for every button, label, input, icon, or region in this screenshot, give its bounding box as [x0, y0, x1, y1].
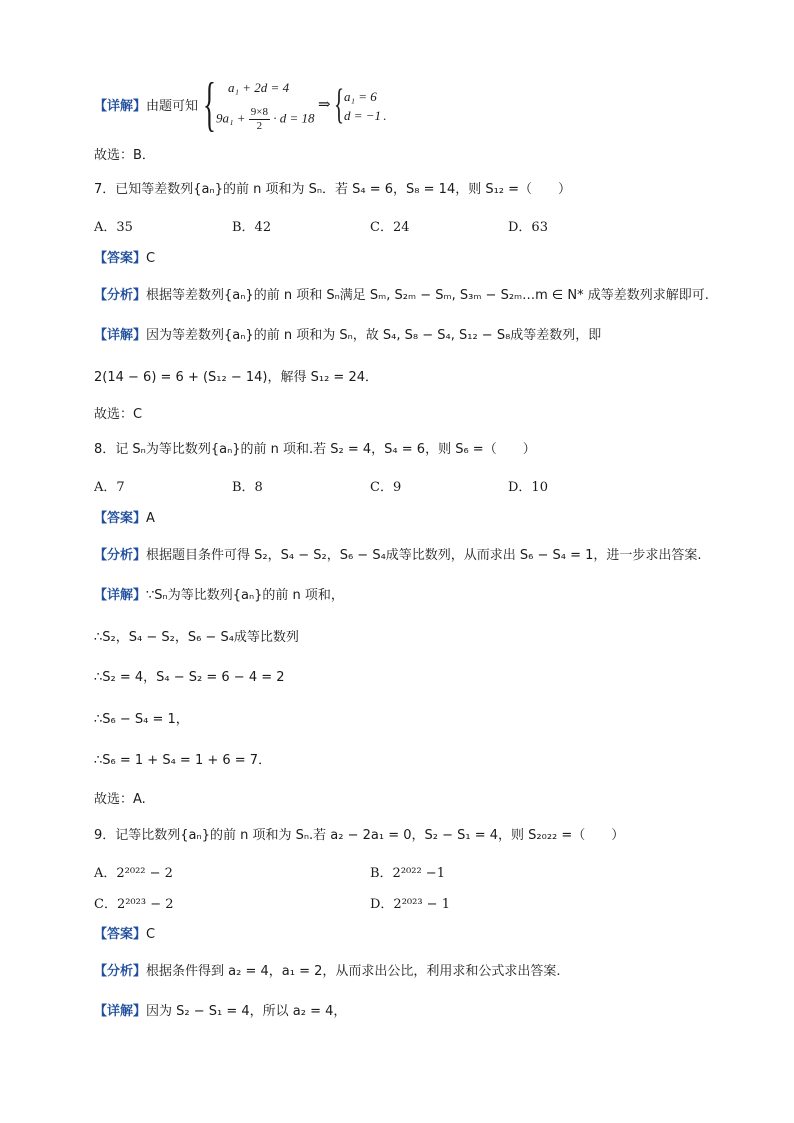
system-line-2 — [216, 106, 315, 133]
q9-option-c: C．2²⁰²³ − 2 — [94, 897, 174, 912]
q9-stem: 9．记等比数列{aₙ}的前 n 项和为 Sₙ.若 a₂ − 2a₁ = 0，S₂ − S₁ = 4，则 S₂₀₂₂ =（ ） — [94, 828, 625, 843]
q9-analysis-tag: 【分析】 — [94, 964, 147, 979]
q7-answer-value: C — [146, 251, 156, 266]
fraction-numerator: 9×8 — [250, 106, 269, 118]
q9-answer — [94, 925, 155, 945]
result-brace: { — [334, 82, 345, 128]
q8-detail-4: ∴S₆ − S₄ = 1， — [94, 712, 189, 727]
q8-detail-1 — [94, 586, 344, 606]
q8-option-b: B．8 — [232, 480, 263, 495]
q7-analysis — [94, 286, 709, 306]
q7-choice: 故选：C — [94, 407, 143, 422]
result-line-2: d = −1 — [344, 108, 382, 123]
q8-detail-text-1: ∵Sₙ为等比数列{aₙ}的前 n 项和， — [146, 588, 344, 603]
q8-answer-tag: 【答案】 — [94, 511, 147, 526]
q8-choice: 故选：A. — [94, 792, 146, 807]
q8-option-c: C．9 — [370, 480, 402, 495]
q7-stem: 7．已知等差数列{aₙ}的前 n 项和为 Sₙ．若 S₄ = 6，S₈ = 14，则 S₁₂ =（ ） — [94, 182, 572, 197]
q7-option-a: A．35 — [94, 220, 133, 235]
q7-option-c: C．24 — [370, 220, 410, 235]
q8-detail-2: ∴S₂，S₄ − S₂，S₆ − S₄成等比数列 — [94, 630, 299, 645]
result-line-1: a₁ = 6 — [344, 89, 377, 104]
q7-option-b: B．42 — [232, 220, 272, 235]
system-line-2b: · d = 18 — [273, 110, 315, 126]
left-brace: { — [203, 71, 216, 137]
fraction — [249, 106, 270, 133]
q8-analysis-text: 根据题目条件可得 S₂，S₄ − S₂，S₆ − S₄成等比数列，从而求出 S₆ − S₄ = 1，进一步求出答案. — [146, 548, 702, 563]
q9-answer-value: C — [146, 927, 156, 942]
q8-answer — [94, 509, 155, 529]
detail-tag: 【详解】 — [94, 99, 147, 114]
top-choice: 故选：B． — [94, 148, 155, 163]
fraction-denominator: 2 — [256, 120, 263, 132]
q8-analysis — [94, 546, 702, 566]
q9-analysis — [94, 962, 561, 982]
q8-analysis-tag: 【分析】 — [94, 548, 147, 563]
q8-option-d: D．10 — [508, 480, 548, 495]
q7-detail-text-1: 因为等差数列{aₙ}的前 n 项和为 Sₙ，故 S₄, S₈ − S₄, S₁₂ − S₈成等差数列，即 — [146, 328, 602, 343]
q9-analysis-text: 根据条件得到 a₂ = 4，a₁ = 2，从而求出公比，利用求和公式求出答案. — [146, 964, 561, 979]
detail-prefix: 由题可知 — [146, 99, 199, 114]
q7-analysis-tag: 【分析】 — [94, 288, 147, 303]
system-line-2a: 9a₁ + — [216, 110, 246, 126]
q9-answer-tag: 【答案】 — [94, 927, 147, 942]
q8-stem: 8．记 Sₙ为等比数列{aₙ}的前 n 项和.若 S₂ = 4，S₄ = 6，则 S₆ =（ ） — [94, 442, 536, 457]
q9-option-a: A．2²⁰²² − 2 — [94, 866, 173, 881]
q8-option-a: A．7 — [94, 480, 125, 495]
q8-detail-3: ∴S₂ = 4，S₄ − S₂ = 6 − 4 = 2 — [94, 670, 285, 685]
q7-detail-tag: 【详解】 — [94, 328, 147, 343]
q8-detail-5: ∴S₆ = 1 + S₄ = 1 + 6 = 7． — [94, 753, 272, 768]
top-detail-line — [94, 97, 198, 117]
system-line-1: a₁ + 2d = 4 — [228, 80, 290, 95]
q9-detail-tag: 【详解】 — [94, 1004, 147, 1019]
q8-answer-value: A — [146, 511, 155, 526]
implies-arrow: ⇒ — [318, 97, 331, 113]
q7-detail-1 — [94, 326, 601, 346]
end-period: . — [383, 108, 387, 123]
q9-detail-1 — [94, 1002, 346, 1022]
q9-option-d: D．2²⁰²³ − 1 — [370, 897, 450, 912]
q9-detail-text-1: 因为 S₂ − S₁ = 4，所以 a₂ = 4， — [146, 1004, 347, 1019]
q7-answer-tag: 【答案】 — [94, 251, 147, 266]
q7-answer — [94, 249, 155, 269]
q7-detail-2: 2(14 − 6) = 6 + (S₁₂ − 14)，解得 S₁₂ = 24． — [94, 370, 378, 385]
q7-option-d: D．63 — [508, 220, 548, 235]
q8-detail-tag: 【详解】 — [94, 588, 147, 603]
q7-analysis-text: 根据等差数列{aₙ}的前 n 项和 Sₙ满足 Sₘ, S₂ₘ − Sₘ, S₃ₘ − S₂ₘ…m ∈ N* 成等差数列求解即可. — [146, 288, 709, 303]
q9-option-b: B．2²⁰²² −1 — [370, 866, 445, 881]
